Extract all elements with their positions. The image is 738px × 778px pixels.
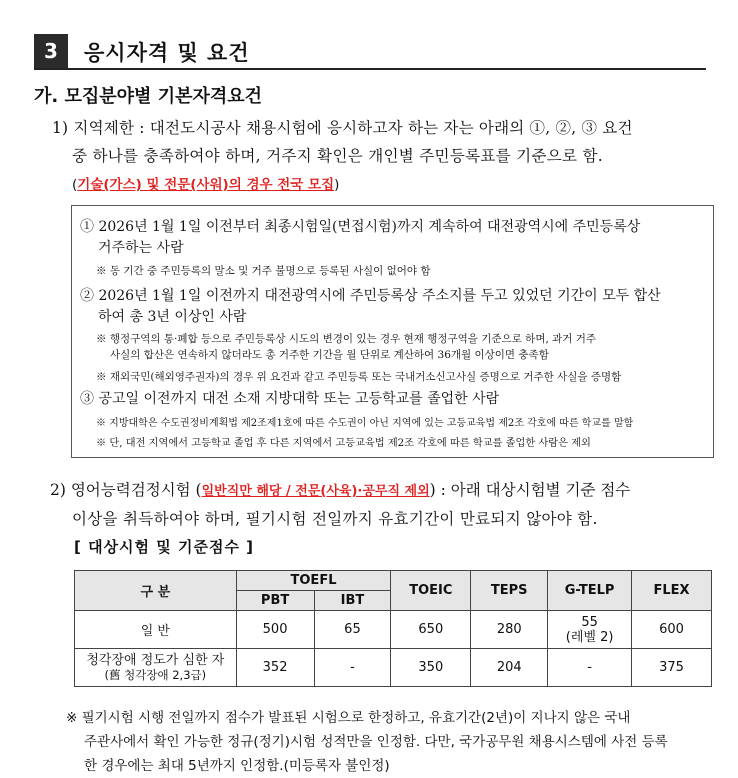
- row-general-toeic: 650: [391, 611, 471, 649]
- row-hearing-label: [75, 649, 237, 687]
- condition-3-note1: ※ 지방대학은 수도권정비계획법 제2조제1호에 따른 수도권이 아닌 지역에 있는 고등교육법 제2조 각호에 따른 학교를 말함: [96, 418, 634, 429]
- table-row-hearing-impaired: [75, 649, 712, 687]
- region-text-line2: 중 하나를 충족하여야 하며, 거주지 확인은 개인별 주민등록표를 기준으로 함.: [72, 147, 603, 165]
- region-note: [72, 173, 339, 193]
- row-hearing-label-line1: 청각장애 정도가 심한 자: [86, 652, 225, 668]
- condition-2-note2: ※ 재외국민(해외영주권자)의 경우 위 요건과 같고 주민등록 또는 국내거소신고사실 증명으로 거주한 사실을 증명함: [96, 371, 622, 383]
- region-note-red: 기술(가스) 및 전문(사워)의 경우 전국 모집: [77, 177, 335, 193]
- header-gtelp: G-TELP: [548, 571, 632, 611]
- footnote-line2: 주관사에서 확인 가능한 정규(정기)시험 성적만을 인정함. 다만, 국가공무원 채용시스템에 사전 등록: [84, 734, 668, 750]
- section-title: 응시자격 및 요건: [84, 41, 250, 65]
- row-general-gtelp: [548, 611, 632, 649]
- condition-2-note1-line1: ※ 행정구역의 통·폐합 등으로 주민등록상 시도의 변경이 있는 경우 현재 행정구역을 기준으로 하며, 과거 거주: [96, 333, 597, 345]
- region-text-line1: 1) 지역제한 : 대전도시공사 채용시험에 응시하고자 하는 자는 아래의 ①, ②, ③ 요건: [52, 119, 633, 137]
- row-hearing-pbt: 352: [236, 649, 314, 687]
- condition-1-note: ※ 동 기간 중 주민등록의 말소 및 거주 불명으로 등록된 사실이 없어야 함: [96, 265, 431, 277]
- english-line1-pre: 2) 영어능력검정시험 (: [50, 481, 202, 499]
- residency-conditions-box: [71, 205, 714, 458]
- condition-2-note1-line2: 사실의 합산은 연속하지 않더라도 총 거주한 기간을 월 단위로 계산하여 36개월 이상이면 충족함: [110, 349, 549, 361]
- footnote-line1: ※ 필기시험 시행 전일까지 점수가 발표된 시험으로 한정하고, 유효기간(2년)이 지나지 않은 국내: [66, 710, 631, 726]
- english-text-line2: 이상을 취득하여야 하며, 필기시험 전일까지 유효기간이 만료되지 않아야 함.: [72, 510, 598, 528]
- table-row-general: [75, 611, 712, 649]
- row-hearing-teps: 204: [471, 649, 548, 687]
- row-hearing-ibt: -: [314, 649, 391, 687]
- header-ibt: IBT: [314, 591, 391, 611]
- row-hearing-label-line2: (舊 청각장애 2,3급): [104, 667, 207, 682]
- row-hearing-gtelp: -: [548, 649, 632, 687]
- english-text-line1: [50, 478, 630, 500]
- condition-3-note2: ※ 단, 대전 지역에서 고등학교 졸업 후 다른 지역에서 고등교육법 제2조 각호에 따른 학교를 졸업한 사람은 제외: [96, 438, 591, 449]
- footnote-line3: 한 경우에는 최대 5년까지 인정함.(미등록자 불인정): [84, 758, 390, 774]
- condition-2-line2: 하여 총 3년 이상인 사람: [98, 309, 247, 325]
- row-general-ibt: 65: [314, 611, 391, 649]
- header-toeic: TOEIC: [391, 571, 471, 611]
- row-general-gtelp-level: (레벨 2): [565, 629, 614, 645]
- row-general-teps: 280: [471, 611, 548, 649]
- row-general-label: 일 반: [75, 611, 237, 649]
- condition-3-line1: ③ 공고일 이전까지 대전 소재 지방대학 또는 고등학교를 졸업한 사람: [80, 391, 500, 407]
- condition-2-line1: ② 2026년 1월 1일 이전까지 대전광역시에 주민등록상 주소지를 두고 있었던 기간이 모두 합산: [80, 288, 661, 304]
- footnote: [66, 706, 712, 778]
- header-toefl: TOEFL: [236, 571, 391, 591]
- row-hearing-flex: 375: [632, 649, 712, 687]
- header-teps: TEPS: [471, 571, 548, 611]
- row-general-gtelp-score: 55: [581, 614, 598, 630]
- section-header: [34, 34, 706, 70]
- english-line1-red: 일반직만 해당 / 전문(사육)·공무직 제외: [201, 484, 430, 499]
- row-general-flex: 600: [632, 611, 712, 649]
- condition-1-line1: ① 2026년 1월 1일 이전부터 최종시험일(면접시험)까지 계속하여 대전광역시에 주민등록상: [80, 219, 641, 235]
- english-line1-post: ) : 아래 대상시험별 기준 점수: [429, 481, 631, 499]
- condition-1-line2: 거주하는 사람: [98, 240, 184, 256]
- section-number-badge: 3: [34, 34, 68, 68]
- header-flex: FLEX: [632, 571, 712, 611]
- header-pbt: PBT: [236, 591, 314, 611]
- score-table: [74, 570, 712, 687]
- region-note-open: (: [72, 177, 78, 193]
- region-note-close: ): [334, 177, 340, 193]
- row-general-pbt: 500: [236, 611, 314, 649]
- subsection-title: 가. 모집분야별 기본자격요건: [34, 86, 263, 107]
- score-table-heading: [ 대상시험 및 기준점수 ]: [74, 538, 255, 556]
- row-hearing-toeic: 350: [391, 649, 471, 687]
- header-category: 구 분: [75, 571, 237, 611]
